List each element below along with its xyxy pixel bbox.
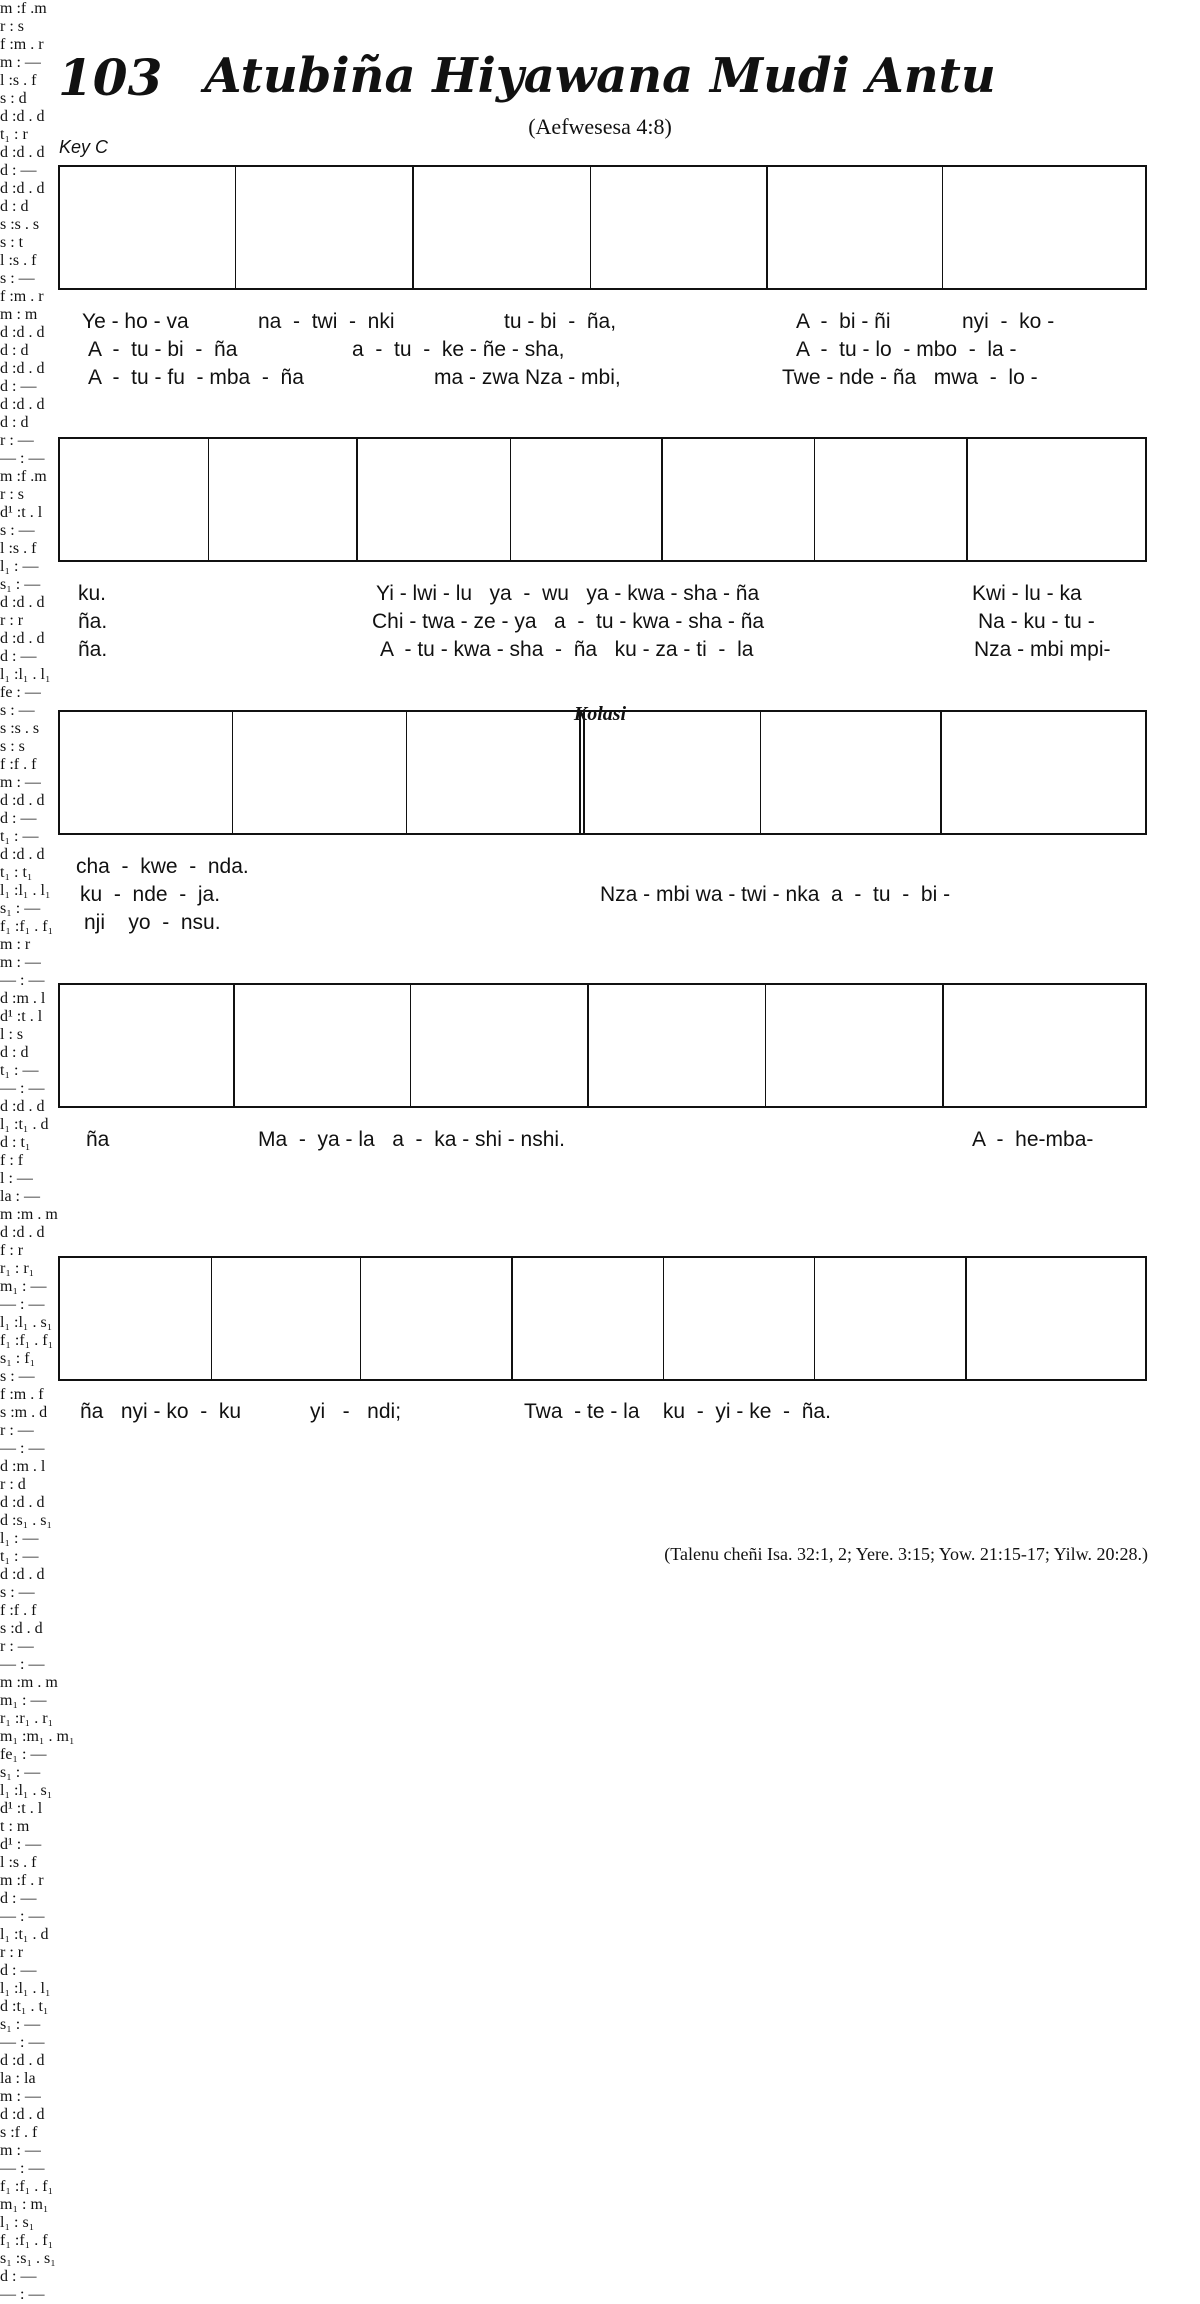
lyric-segment: yi - ndi; [310, 1400, 402, 1423]
note-cell: — : — [0, 1440, 45, 1457]
lyric-segment: cha - kwe - nda. [76, 855, 249, 878]
note-cell: d : — [0, 1890, 37, 1907]
lyric-segment: Nza - mbi mpi- [974, 638, 1111, 661]
note-cell: l₁ :t₁ . d [0, 1926, 49, 1943]
note-cell: s₁ : — [0, 1764, 41, 1781]
footnote: (Talenu cheñi Isa. 32:1, 2; Yere. 3:15; Yow. 21:15-17; Yilw. 20:28.) [664, 1544, 1148, 1564]
note-cell: s : — [0, 1584, 35, 1601]
note-cell: d : d [0, 1044, 29, 1061]
note-cell: f :m . r [0, 36, 44, 53]
note-cell: d :d . d [0, 2106, 45, 2123]
note-cell: s : t [0, 234, 24, 251]
note-cell: s : d [0, 90, 27, 107]
note-cell: — : — [0, 1656, 45, 1673]
note-cell: d :d . d [0, 180, 45, 197]
note-cell: m :m . m [0, 1674, 58, 1691]
note-cell: d :d . d [0, 1494, 45, 1511]
note-cell: d :d . d [0, 1224, 45, 1241]
lyric-segment: A - tu - kwa - sha - ña ku - za - ti - la [380, 638, 754, 661]
note-cell: s₁ : — [0, 576, 41, 593]
lyric-segment: Na - ku - tu - [978, 610, 1095, 633]
music-system-1 [58, 165, 1147, 290]
note-cell: s :s . s [0, 216, 40, 233]
note-cell: d¹ :t . l [0, 1008, 43, 1025]
note-cell: d : d [0, 342, 29, 359]
note-cell: t₁ : — [0, 828, 39, 845]
note-cell: d :s₁ . s₁ [0, 1512, 53, 1529]
note-cell: d¹ :t . l [0, 504, 43, 521]
system-5-notes [0, 1800, 1200, 2304]
note-cell: r : r [0, 1944, 24, 1961]
note-cell: r : r [0, 612, 24, 629]
lyric-segment: nyi - ko - [962, 310, 1055, 333]
music-system-4 [58, 983, 1147, 1108]
lyric-segment: Yi - lwi - lu ya - wu ya - kwa - sha - ña [376, 582, 760, 605]
note-cell: s₁ : f₁ [0, 1350, 36, 1367]
lyric-segment: ña. [78, 638, 108, 661]
note-cell: d :d . d [0, 1566, 45, 1583]
note-cell: l₁ : — [0, 558, 39, 575]
note-cell: l₁ : — [0, 1530, 39, 1547]
note-cell: d : d [0, 414, 29, 431]
note-cell: s : — [0, 1368, 35, 1385]
note-cell: d : — [0, 162, 37, 179]
note-cell: m : m [0, 306, 38, 323]
lyric-segment: Twa - te - la ku - yi - ke - ña. [524, 1400, 831, 1423]
note-cell: f :m . f [0, 1386, 44, 1403]
note-cell: r₁ :r₁ . r₁ [0, 1710, 54, 1727]
note-cell: m : — [0, 2142, 41, 2159]
note-cell: d :d . d [0, 2052, 45, 2069]
note-cell: f :f . f [0, 756, 37, 773]
lyric-segment: Nza - mbi wa - twi - nka a - tu - bi - [600, 883, 951, 906]
note-cell: m : r [0, 936, 31, 953]
note-cell: l : s [0, 1026, 24, 1043]
lyric-segment: ku - nde - ja. [80, 883, 221, 906]
note-cell: d¹ :t . l [0, 1800, 43, 1817]
note-cell: — : — [0, 1296, 45, 1313]
note-cell: d : — [0, 648, 37, 665]
scripture-reference: (Aefwesesa 4:8) [528, 114, 672, 139]
note-cell: — : — [0, 1080, 45, 1097]
note-cell: d :d . d [0, 594, 45, 611]
note-cell: d :d . d [0, 792, 45, 809]
note-cell: la : la [0, 2070, 36, 2087]
note-cell: d : — [0, 378, 37, 395]
key-signature: Key C [59, 137, 109, 157]
note-cell: f₁ :f₁ . f₁ [0, 1332, 54, 1349]
note-cell: d :m . l [0, 990, 46, 1007]
note-cell: s₁ : — [0, 2016, 41, 2033]
note-cell: — : — [0, 972, 45, 989]
note-cell: f₁ :f₁ . f₁ [0, 2178, 54, 2195]
music-system-5 [58, 1256, 1147, 1381]
lyric-segment: ña. [78, 610, 108, 633]
note-cell: t : m [0, 1818, 30, 1835]
note-cell: l : — [0, 1170, 33, 1187]
lyric-segment: A - tu - lo - mbo - la - [796, 338, 1017, 361]
note-cell: d : — [0, 1962, 37, 1979]
system-4-notes [0, 1368, 1200, 1800]
note-cell: — : — [0, 2160, 45, 2177]
note-cell: s : — [0, 702, 35, 719]
note-cell: l :s . f [0, 1854, 37, 1871]
lyric-segment: Ma - ya - la a - ka - shi - nshi. [258, 1128, 565, 1151]
lyric-segment: Chi - twa - ze - ya a - tu - kwa - sha - ña [372, 610, 765, 633]
note-cell: m :f .m [0, 468, 47, 485]
lyric-segment: A - tu - bi - ña [88, 338, 238, 361]
note-cell: la : — [0, 1188, 40, 1205]
note-cell: s :m . d [0, 1404, 48, 1421]
note-cell: d :d . d [0, 396, 45, 413]
note-cell: r : — [0, 1638, 34, 1655]
hymn-number: 103 [58, 48, 163, 107]
note-cell: d¹ : — [0, 1836, 42, 1853]
lyric-segment: ña nyi - ko - ku [80, 1400, 242, 1423]
note-cell: m : — [0, 54, 41, 71]
lyric-segment: A - he-mba- [972, 1128, 1094, 1151]
lyric-segment: a - tu - ke - ñe - sha, [352, 338, 565, 361]
note-cell: l₁ :l₁ . l₁ [0, 666, 51, 683]
note-cell: l₁ :t₁ . d [0, 1116, 49, 1133]
note-cell: t₁ : t₁ [0, 864, 33, 881]
note-cell: l :s . f [0, 252, 37, 269]
lyric-segment: nji yo - nsu. [84, 911, 221, 934]
note-cell: d :t₁ . t₁ [0, 1998, 49, 2015]
note-cell: — : — [0, 1908, 45, 1925]
note-cell: d : d [0, 198, 29, 215]
note-cell: s :s . s [0, 720, 40, 737]
note-cell: — : — [0, 2034, 45, 2051]
note-cell: r : d [0, 1476, 26, 1493]
note-cell: m :m . m [0, 1206, 58, 1223]
note-cell: f₁ :f₁ . f₁ [0, 918, 54, 935]
note-cell: l₁ :l₁ . l₁ [0, 1980, 51, 1997]
note-cell: m : — [0, 954, 41, 971]
lyric-segment: ku. [78, 582, 107, 605]
lyric-segment: A - bi - ñi [796, 310, 891, 333]
note-cell: s : — [0, 522, 35, 539]
lyric-segment: Twe - nde - ña mwa - lo - [782, 366, 1038, 389]
note-cell: m₁ : — [0, 1278, 47, 1295]
note-cell: — : — [0, 2286, 45, 2303]
note-cell: s₁ :s₁ . s₁ [0, 2250, 56, 2267]
music-system-3 [58, 710, 1147, 835]
note-cell: d :d . d [0, 630, 45, 647]
note-cell: l₁ : s₁ [0, 2214, 35, 2231]
note-cell: t₁ : — [0, 1548, 39, 1565]
note-cell: l :s . f [0, 72, 37, 89]
note-cell: d :d . d [0, 324, 45, 341]
note-cell: f :m . r [0, 288, 44, 305]
note-cell: f₁ :f₁ . f₁ [0, 2232, 54, 2249]
note-cell: r : — [0, 1422, 34, 1439]
lyric-segment: Kwi - lu - ka [972, 582, 1082, 605]
note-cell: d : t₁ [0, 1134, 31, 1151]
lyric-segment: A - tu - fu - mba - ña [88, 366, 304, 389]
note-cell: — : — [0, 450, 45, 467]
note-cell: l₁ :l₁ . s₁ [0, 1782, 53, 1799]
hymn-title: Atubiña Hiyawana Mudi Antu [204, 48, 996, 104]
note-cell: fe₁ : — [0, 1746, 47, 1763]
note-cell: s₁ : — [0, 900, 41, 917]
note-cell: m₁ : — [0, 1692, 47, 1709]
lyric-segment: ña [86, 1128, 110, 1151]
lyric-segment: Ye - ho - va [82, 310, 189, 333]
note-cell: f : r [0, 1242, 24, 1259]
note-cell: d :m . l [0, 1458, 46, 1475]
note-cell: t₁ : r [0, 126, 28, 143]
note-cell: d : — [0, 810, 37, 827]
note-cell: d :d . d [0, 1098, 45, 1115]
note-cell: d :d . d [0, 108, 45, 125]
note-cell: s :f . f [0, 2124, 38, 2141]
note-cell: l₁ :l₁ . l₁ [0, 882, 51, 899]
chorus-label: Kolasi [573, 703, 627, 725]
note-cell: m : — [0, 2088, 41, 2105]
note-cell: l :s . f [0, 540, 37, 557]
note-cell: t₁ : — [0, 1062, 39, 1079]
note-cell: l₁ :l₁ . s₁ [0, 1314, 53, 1331]
lyric-segment: tu - bi - ña, [504, 310, 617, 333]
note-cell: s : — [0, 270, 35, 287]
note-cell: r : — [0, 432, 34, 449]
note-cell: s :d . d [0, 1620, 43, 1637]
note-cell: d :d . d [0, 144, 45, 161]
note-cell: m₁ : m₁ [0, 2196, 49, 2213]
lyric-segment: ma - zwa Nza - mbi, [434, 366, 621, 389]
note-cell: m :f . r [0, 1872, 44, 1889]
note-cell: s : s [0, 738, 25, 755]
music-system-2 [58, 437, 1147, 562]
note-cell: d :d . d [0, 846, 45, 863]
note-cell: f : f [0, 1152, 24, 1169]
note-cell: m : — [0, 774, 41, 791]
lyric-segment: na - twi - nki [258, 310, 395, 333]
note-cell: d : — [0, 2268, 37, 2285]
note-cell: m :f .m [0, 0, 47, 17]
note-cell: d :d . d [0, 360, 45, 377]
note-cell: m₁ :m₁ . m₁ [0, 1728, 75, 1745]
note-cell: r : s [0, 18, 24, 35]
note-cell: r₁ : r₁ [0, 1260, 35, 1277]
note-cell: fe : — [0, 684, 41, 701]
note-cell: r : s [0, 486, 24, 503]
note-cell: f :f . f [0, 1602, 37, 1619]
